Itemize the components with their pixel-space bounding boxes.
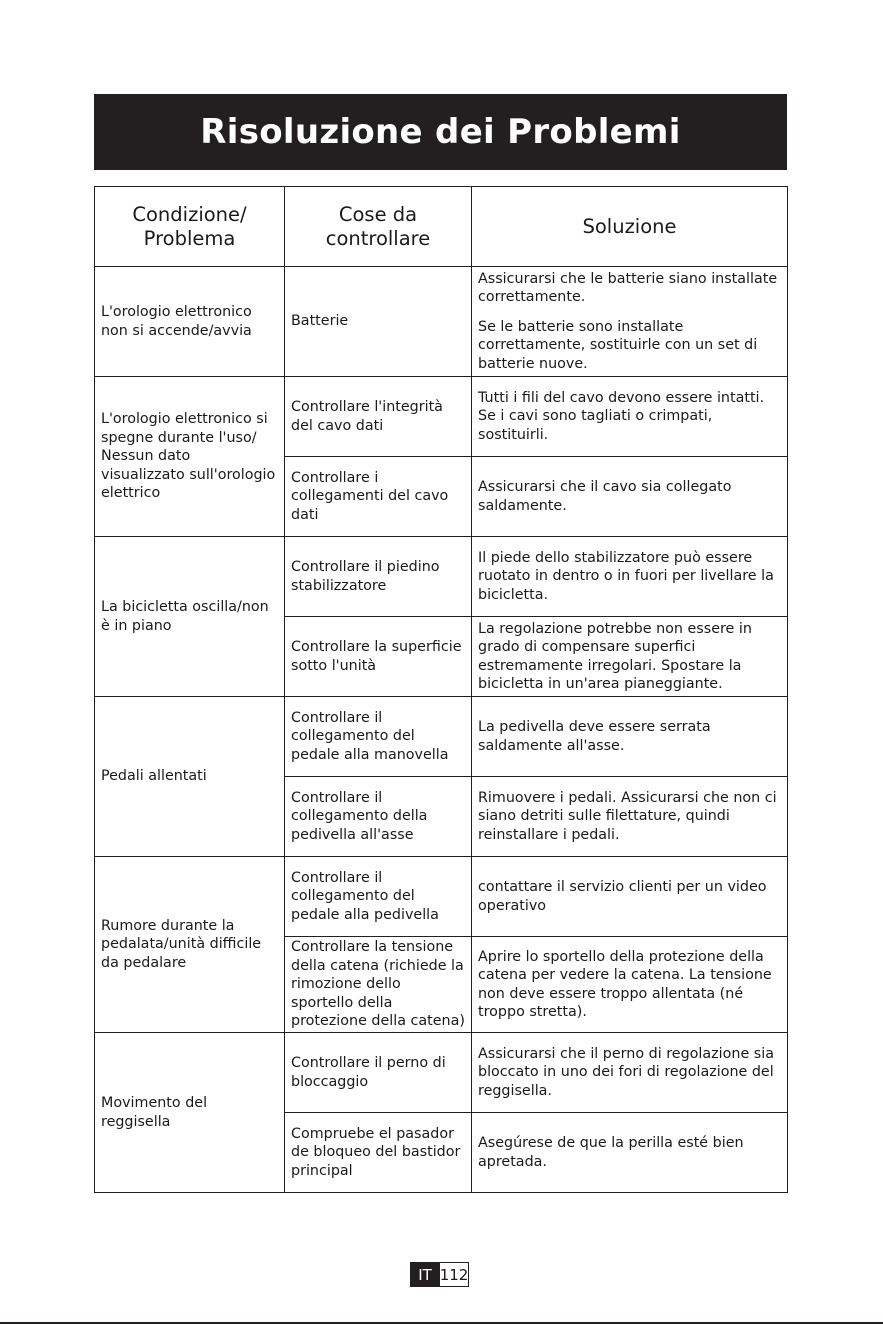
solution-cell: La pedivella deve essere serrata saldamente all'asse. xyxy=(472,697,788,777)
solution-cell: Aprire lo sportello della protezione della catena per vedere la catena. La tensione non deve essere troppo allentata (né troppo stretta). xyxy=(472,937,788,1033)
troubleshooting-table xyxy=(94,186,788,1193)
solution-cell: contattare il servizio clienti per un video operativo xyxy=(472,857,788,937)
check-cell: Controllare la superficie sotto l'unità xyxy=(285,617,472,697)
table-row xyxy=(95,1033,788,1113)
check-cell: Controllare il collegamento del pedale alla pedivella xyxy=(285,857,472,937)
solution-cell: Tutti i fili del cavo devono essere intatti. Se i cavi sono tagliati o crimpati, sostituirli. xyxy=(472,377,788,457)
condition-cell: Pedali allentati xyxy=(95,697,285,857)
solution-cell: Il piede dello stabilizzatore può essere ruotato in dentro o in fuori per livellare la bicicletta. xyxy=(472,537,788,617)
solution-cell: Assicurarsi che il cavo sia collegato saldamente. xyxy=(472,457,788,537)
table-row xyxy=(95,857,788,937)
solution-cell: Rimuovere i pedali. Assicurarsi che non ci siano detriti sulle filettature, quindi reinstallare i pedali. xyxy=(472,777,788,857)
table-row xyxy=(95,267,788,377)
check-cell: Controllare il piedino stabilizzatore xyxy=(285,537,472,617)
header-condition: Condizione/ Problema xyxy=(95,187,285,267)
check-cell: Controllare il collegamento della pedivella all'asse xyxy=(285,777,472,857)
header-check: Cose da controllare xyxy=(285,187,472,267)
title-banner xyxy=(94,94,787,170)
table-row xyxy=(95,377,788,457)
solution-cell: La regolazione potrebbe non essere in grado di compensare superfici estremamente irregolari. Spostare la bicicletta in un'area pianeggiante. xyxy=(472,617,788,697)
check-cell: Controllare il collegamento del pedale alla manovella xyxy=(285,697,472,777)
page-number-value: 112 xyxy=(440,1262,469,1287)
check-cell: Batterie xyxy=(285,267,472,377)
condition-cell: Movimento del reggisella xyxy=(95,1033,285,1193)
condition-cell: La bicicletta oscilla/non è in piano xyxy=(95,537,285,697)
table-header-row xyxy=(95,187,788,267)
check-cell: Controllare la tensione della catena (richiede la rimozione dello sportello della protezione della catena) xyxy=(285,937,472,1033)
table-row xyxy=(95,537,788,617)
solution-cell: Assicurarsi che il perno di regolazione sia bloccato in uno dei fori di regolazione del reggisella. xyxy=(472,1033,788,1113)
condition-cell: Rumore durante la pedalata/unità difficile da pedalare xyxy=(95,857,285,1033)
solution-cell xyxy=(472,267,788,377)
condition-cell: L'orologio elettronico si spegne durante l'uso/ Nessun dato visualizzato sull'orologio elettrico xyxy=(95,377,285,537)
check-cell: Controllare il perno di bloccaggio xyxy=(285,1033,472,1113)
check-cell: Compruebe el pasador de bloqueo del bastidor principal xyxy=(285,1113,472,1193)
page-number xyxy=(410,1262,469,1287)
solution-text: Assicurarsi che le batterie siano installate correttamente. xyxy=(478,270,778,306)
solution-cell: Asegúrese de que la perilla esté bien apretada. xyxy=(472,1113,788,1193)
condition-cell: L'orologio elettronico non si accende/avvia xyxy=(95,267,285,377)
table-row xyxy=(95,697,788,777)
page-title: Risoluzione dei Problemi xyxy=(200,112,681,152)
check-cell: Controllare l'integrità del cavo dati xyxy=(285,377,472,457)
check-cell: Controllare i collegamenti del cavo dati xyxy=(285,457,472,537)
language-tag: IT xyxy=(410,1262,440,1287)
header-solution: Soluzione xyxy=(472,187,788,267)
solution-text: Se le batterie sono installate correttamente, sostituirle con un set di batterie nuove. xyxy=(478,318,758,372)
